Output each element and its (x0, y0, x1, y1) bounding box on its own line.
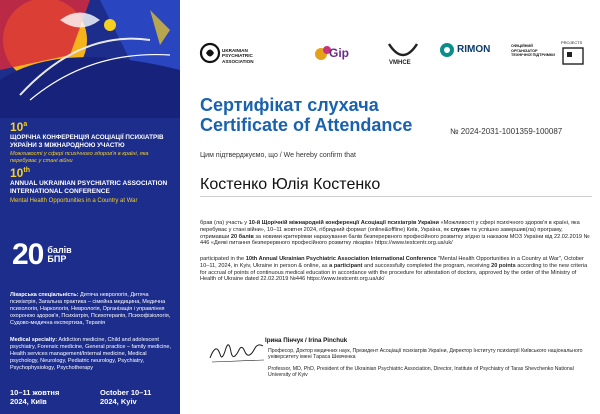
recipient-name: Костенко Юлія Костенко (200, 176, 381, 193)
signature (208, 340, 268, 366)
conference-en-number: 10th (10, 166, 30, 180)
divider (200, 196, 592, 197)
projects-logo: PROJECTS (559, 40, 589, 70)
signatory-title-en: Professor, MD, PhD, President of the Ukrainian Psychiatric Association, Director, Institute of Psychiatry of Taras Shevchenko National University of Kyiv (268, 366, 574, 379)
signatory-title-ua: Професор, Доктор медичних наук, Президент Асоціації психіатрів України, Директор Інституту психіатрії Київського національного університету імені Тараса Шевченка (268, 348, 583, 361)
certificate-number: № 2024-2031-1001359-100087 (450, 127, 563, 136)
date-ua: 10–11 жовтня 2024, Київ (10, 388, 60, 406)
specialty-en: Medical specialty: Addiction medicine, Child and adolescent psychiatry, Forensic medicine, General practice – family medicine, Health services management/Internal medicine, Medical psychology, Neurology, Pediatric neurology, Psychiatry, Psychophysiology, Psychotherapy (10, 337, 171, 371)
conference-ua-number: $10^а$ (10, 120, 28, 134)
organizer-logo: ОФІЦІЙНИЙ ОРГАНІЗАТОР ТЕХНІЧНОЇ ПІДТРИМКИ (511, 44, 555, 58)
specialty-ua: Лікарська спеціальність: Дитяча неврологія, Дитяча психіатрія, Загальна практика – сімейна медицина, Медична психологія, Наркологія, Неврологія, Організація і управління охороною здоров'я, Психіатрія, Психотерапія, Психофізіологія, Судово-медична експертиза, Терапія (10, 292, 171, 326)
conference-artwork (0, 0, 180, 118)
points-value: 20 (12, 238, 44, 271)
conference-en-block (10, 166, 176, 204)
participation-text-ua: брав (ла) участь у 10-й Щорічній міжнародній конференції Асоціації психіатрів України «Можливості у сфері психічного здоров'я в країні, яка перебуває у стані війни», 10–11 жовтня 2024, гібридний формат (online&offline) Київ, Україна, як слухач та успішно завершив(ла) програму, отримавши 20 балів за новими критеріями нарахування балів безперервного професійного розвитку згідно із наказом МОЗ України від 22.02.2019 № 446 «Деякі питання безперервного професійного розвитку лікарів» https://www.testcentr.org.ua/uk/ (200, 220, 590, 247)
date-en: October 10–11 2024, Kyiv (100, 388, 152, 406)
certificate-title-ua: Сертифікат слухача (200, 95, 379, 115)
partner-logos (193, 40, 593, 70)
conference-en-tagline: Mental Health Opportunities in a Country at War (10, 197, 138, 204)
left-panel (0, 0, 180, 414)
certificate-title-en: Certificate of Attendance (200, 115, 413, 135)
conference-ua-title: ЩОРІЧНА КОНФЕРЕНЦІЯ АСОЦІАЦІЇ ПСИХІАТРІВ УКРАЇНИ З МІЖНАРОДНОЮ УЧАСТЮ (10, 134, 164, 149)
upa-logo: UKRAINIAN PSYCHIATRIC ASSOCIATION (199, 40, 277, 70)
confirm-text: Цим підтверджуємо, що / We hereby confirm that (200, 152, 356, 159)
vmhce-logo: VMHCE (383, 40, 423, 70)
gip-logo: Gip (311, 40, 361, 70)
points-badge (12, 238, 72, 272)
conference-en-title: ANNUAL UKRAINIAN PSYCHIATRIC ASSOCIATION INTERNATIONAL CONFERENCE (10, 180, 168, 195)
conference-ua-block (10, 120, 176, 165)
conference-ua-tagline: Можливості у сфері психічного здоров'я в країні, яка перебуває у стані війни (10, 151, 149, 164)
signatory-name: Ірина Пінчук / Irina Pinchuk (265, 337, 348, 344)
points-label: балів БПР (47, 244, 72, 264)
rimon-logo: RIMON (435, 40, 499, 70)
certificate-title (200, 95, 412, 135)
conference-dates (0, 386, 180, 414)
participation-text-en: participated in the 10th Annual Ukrainian Psychiatric Association International Conference "Mental Health Opportunities in a Country at War", October 10–11, 2024, in Kyiv, Ukraine in person & online, as a participant and successfully completed the program, receiving 20 points according to the new criteria for accrual of points of continuous medical education in accordance with the procedure for attestation of doctors, approved by the order of the Ministry of Health of Ukraine dated 22.02.2019 №446 https://www.testcentr.org.ua/uk/ (200, 256, 588, 283)
